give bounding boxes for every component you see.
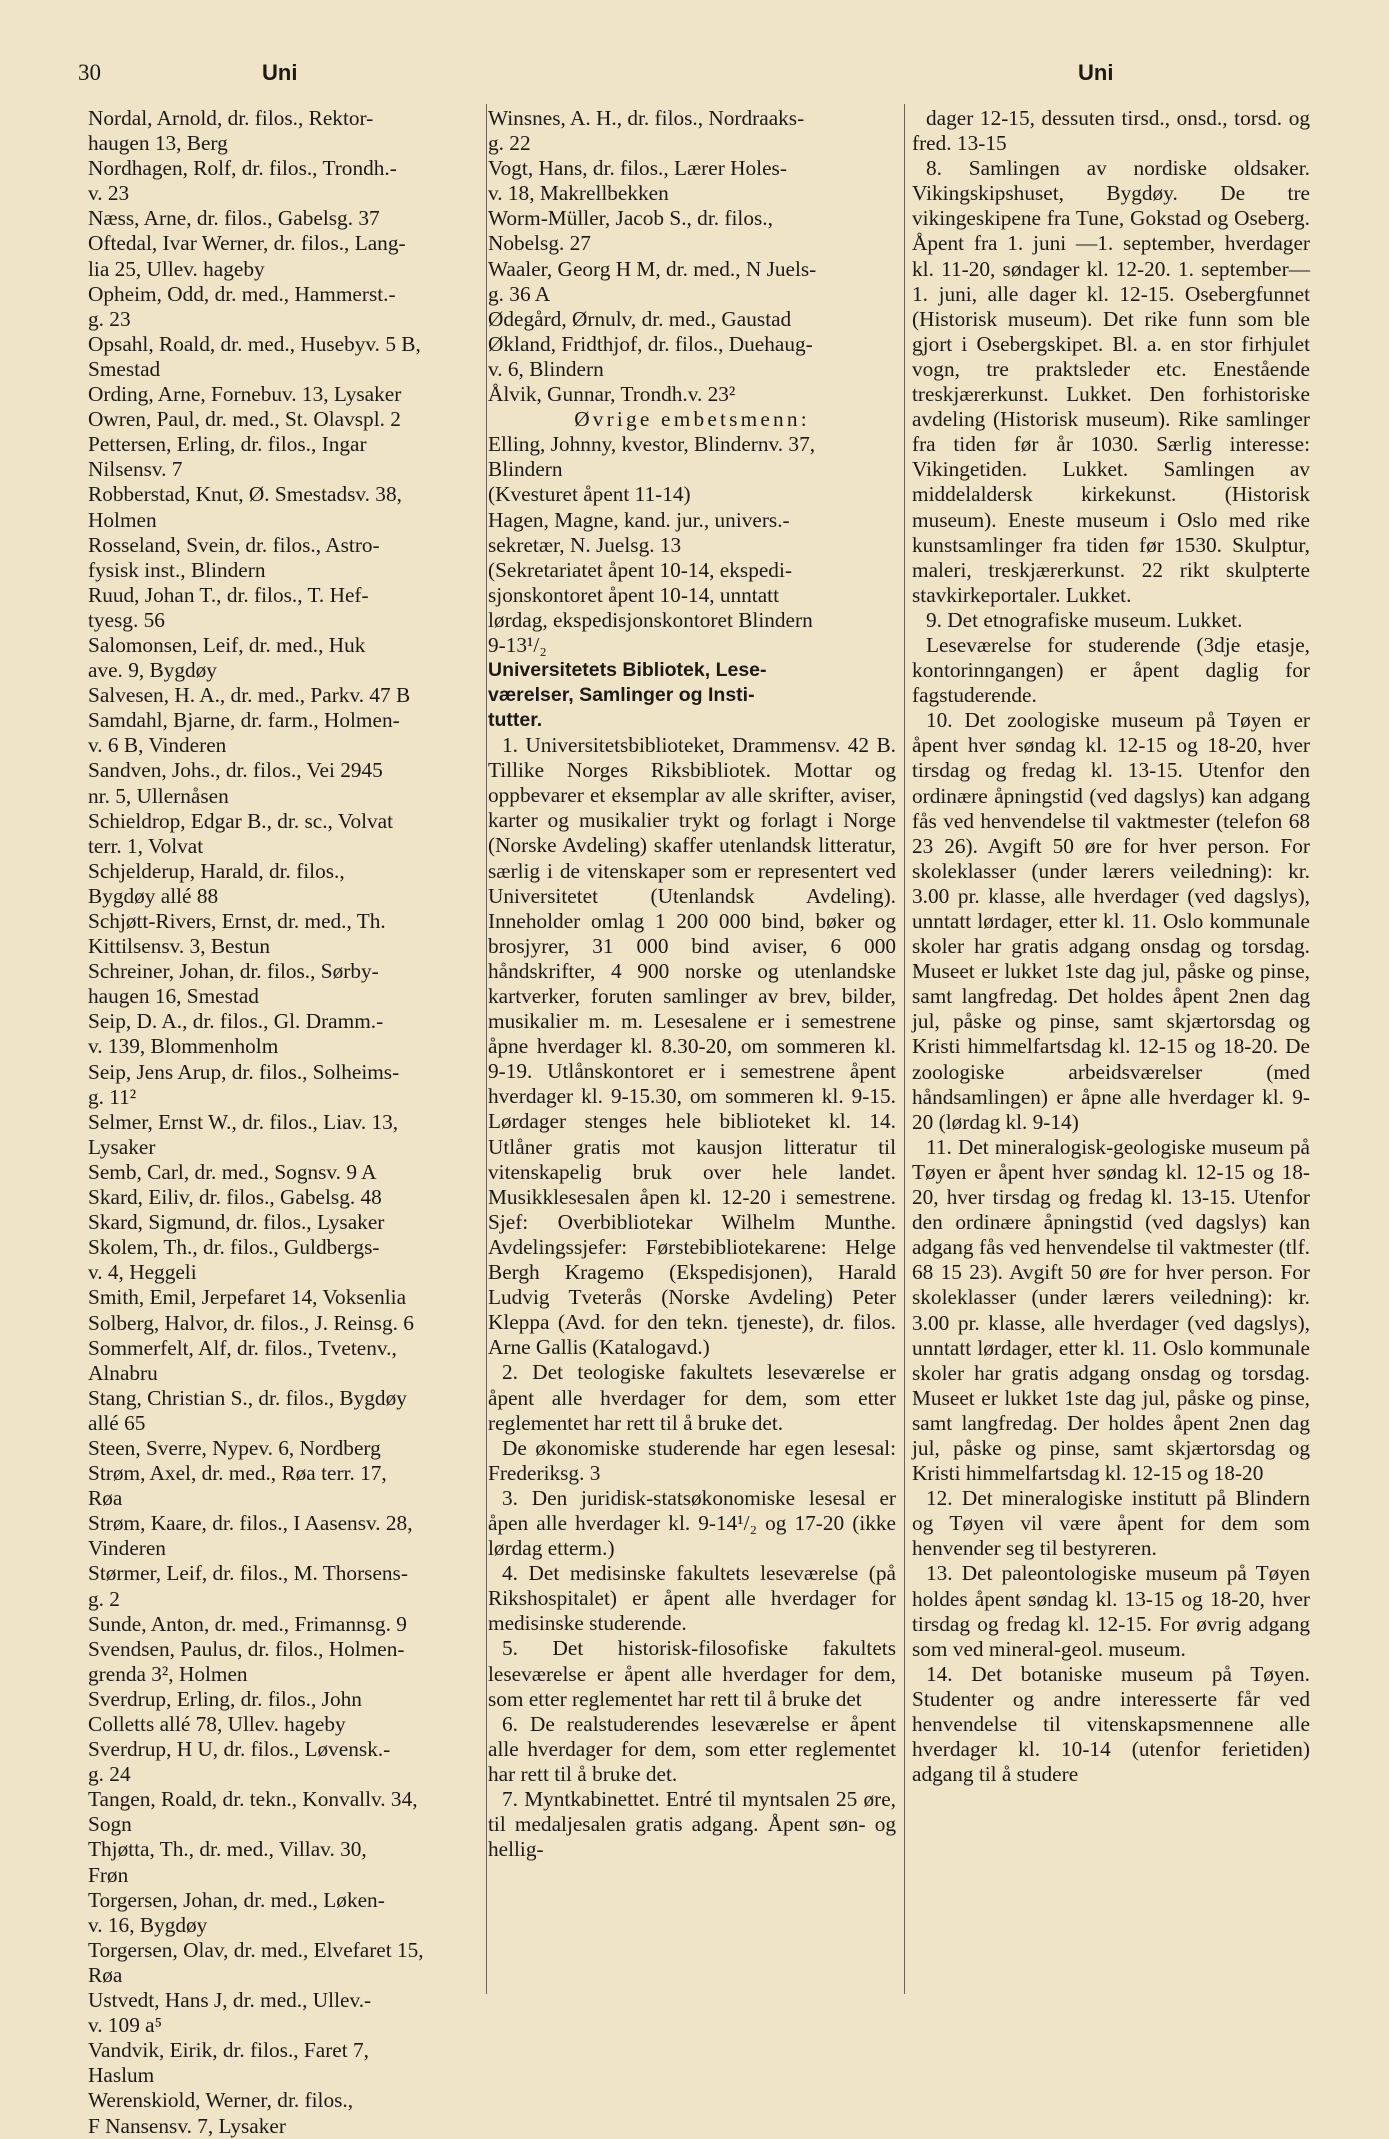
- column-library: [488, 106, 896, 2036]
- directory-entry-line: g. 2: [88, 1586, 120, 1611]
- directory-entry-line: Winsnes, A. H., dr. filos., Nordraaks-: [488, 106, 805, 130]
- directory-entry-line: Nordal, Arnold, dr. filos., Rektor-: [88, 106, 374, 130]
- directory-entry-line: Thjøtta, Th., dr. med., Villav. 30,: [88, 1837, 367, 1862]
- running-header-left: Uni: [262, 60, 298, 85]
- directory-entry-line: Waaler, Georg H M, dr. med., N Juels-: [488, 256, 817, 281]
- institution-paragraph: 9. Det etnografiske museum. Lukket.: [926, 607, 1243, 632]
- directory-entry-line: Sverdrup, Erling, dr. filos., John: [88, 1686, 362, 1711]
- official-entry-line: 9-13¹/₂: [488, 632, 547, 657]
- page-number: 30: [78, 60, 101, 85]
- directory-entry-line: Bygdøy allé 88: [88, 883, 219, 908]
- directory-entry-line: Sverdrup, H U, dr. filos., Løvensk.-: [88, 1737, 391, 1762]
- directory-entry-line: haugen 13, Berg: [88, 131, 228, 156]
- directory-entry-line: Sogn: [88, 1812, 132, 1837]
- directory-entry-line: v. 139, Blommenholm: [88, 1034, 279, 1059]
- institution-paragraph: 3. Den juridisk-statsøkonomiske lesesal er åpen alle hverdager kl. 9-14¹/₂ og 17-20 (ikke lørdag etterm.): [488, 1485, 896, 1561]
- directory-entry-line: Schieldrop, Edgar B., dr. sc., Volvat: [88, 808, 394, 833]
- directory-entry-line: Owren, Paul, dr. med., St. Olavspl. 2: [88, 407, 401, 432]
- directory-entry-line: Salvesen, H. A., dr. med., Parkv. 47 B: [88, 683, 411, 708]
- directory-entry-line: v. 18, Makrellbekken: [488, 181, 669, 206]
- directory-entry-line: Schreiner, Johan, dr. filos., Sørby-: [88, 959, 379, 984]
- directory-entry-line: Skard, Eiliv, dr. filos., Gabelsg. 48: [88, 1185, 382, 1210]
- running-header-right: Uni: [1078, 60, 1114, 85]
- directory-entry-line: haugen 16, Smestad: [88, 984, 259, 1009]
- official-entry-line: sjonskontoret åpent 10-14, unntatt: [488, 582, 780, 607]
- directory-entry-line: v. 23: [88, 181, 130, 206]
- directory-entry-line: Opheim, Odd, dr. med., Hammerst.-: [88, 281, 396, 306]
- directory-entry-line: Skolem, Th., dr. filos., Guldbergs-: [88, 1235, 380, 1260]
- directory-entry-line: Schjelderup, Harald, dr. filos.,: [88, 858, 345, 883]
- official-entry-line: Blindern: [488, 457, 563, 482]
- directory-entry-line: Skard, Sigmund, dr. filos., Lysaker: [88, 1210, 385, 1235]
- directory-entry-line: Opsahl, Roald, dr. med., Husebyv. 5 B,: [88, 331, 421, 356]
- directory-entry-line: Nordhagen, Rolf, dr. filos., Trondh.-: [88, 156, 397, 181]
- directory-entry-line: grenda 3², Holmen: [88, 1661, 248, 1686]
- directory-entry-line: Frøn: [88, 1862, 129, 1887]
- directory-entry-line: g. 24: [88, 1762, 131, 1787]
- directory-entry-line: Nilsensv. 7: [88, 457, 183, 482]
- official-entry-line: sekretær, N. Juelsg. 13: [488, 532, 682, 557]
- library-paragraphs: [488, 733, 896, 1862]
- directory-entry-line: Vinderen: [88, 1536, 166, 1561]
- column-museums: [912, 106, 1310, 2036]
- directory-entry-line: terr. 1, Volvat: [88, 833, 204, 858]
- directory-entry-line: Nobelsg. 27: [488, 231, 591, 256]
- directory-entry-line: Haslum: [88, 2063, 155, 2088]
- other-officials-heading: Øvrige embetsmenn:: [574, 407, 810, 432]
- directory-entry-line: Størmer, Leif, dr. filos., M. Thorsens-: [88, 1561, 408, 1586]
- institution-paragraph: 6. De realstuderendes leseværelse er åpent alle hverdager for dem, som etter reglementet har rett til å bruke det.: [488, 1711, 896, 1786]
- directory-entry-line: Økland, Fridthjof, dr. filos., Duehaug-: [488, 331, 813, 356]
- other-officials: [488, 432, 896, 658]
- column-professors: [88, 106, 483, 2138]
- directory-entry-line: Colletts allé 78, Ullev. hageby: [88, 1712, 346, 1736]
- directory-entry-line: Selmer, Ernst W., dr. filos., Liav. 13,: [88, 1109, 399, 1134]
- section-title-line: tutter.: [488, 709, 543, 732]
- directory-entry-line: v. 4, Heggeli: [88, 1260, 197, 1285]
- directory-entry-line: g. 36 A: [488, 281, 551, 306]
- institution-paragraph: 7. Myntkabinettet. Entré til myntsalen 25 øre, til medaljesalen gratis adgang. Åpent søn- og hellig-: [488, 1787, 896, 1862]
- directory-entry-line: Worm-Müller, Jacob S., dr. filos.,: [488, 206, 773, 231]
- column-rule: [904, 104, 905, 1994]
- directory-entry-line: Oftedal, Ivar Werner, dr. filos., Lang-: [88, 231, 406, 256]
- directory-entry-line: Ruud, Johan T., dr. filos., T. Hef-: [88, 582, 369, 607]
- directory-entry-line: Schjøtt-Rivers, Ernst, dr. med., Th.: [88, 909, 386, 933]
- directory-entry-line: fysisk inst., Blindern: [88, 557, 266, 582]
- directory-entry-line: nr. 5, Ullernåsen: [88, 783, 229, 808]
- directory-entry-line: v. 16, Bygdøy: [88, 1912, 208, 1937]
- directory-entry-line: ave. 9, Bygdøy: [88, 658, 217, 683]
- directory-entry-line: Seip, D. A., dr. filos., Gl. Dramm.-: [88, 1009, 384, 1034]
- official-entry-line: (Sekretariatet åpent 10-14, ekspedi-: [488, 557, 792, 582]
- institution-paragraph: 4. Det medisinske fakultets leseværelse (på Rikshospitalet) er åpent alle hverdager for medisinske studerende.: [488, 1561, 896, 1636]
- official-entry-line: lørdag, ekspedisjonskontoret Blindern: [488, 607, 813, 632]
- directory-entry-line: Lysaker: [88, 1134, 156, 1159]
- directory-entry-line: Næss, Arne, dr. filos., Gabelsg. 37: [88, 206, 380, 231]
- section-title-line: Universitetets Bibliotek, Lese-: [488, 659, 767, 682]
- directory-entry-line: Sunde, Anton, dr. med., Frimannsg. 9: [88, 1611, 407, 1636]
- directory-entry-line: Torgersen, Johan, dr. med., Løken-: [88, 1887, 385, 1912]
- directory-entry-line: Solberg, Halvor, dr. filos., J. Reinsg. 6: [88, 1310, 414, 1335]
- official-entry-line: (Kvesturet åpent 11-14): [488, 482, 691, 507]
- directory-entry-line: Smith, Emil, Jerpefaret 14, Voksenlia: [88, 1285, 407, 1310]
- directory-entry-line: Tangen, Roald, dr. tekn., Konvallv. 34,: [88, 1787, 418, 1812]
- directory-entry-line: Pettersen, Erling, dr. filos., Ingar: [88, 432, 367, 457]
- directory-entry-line: Semb, Carl, dr. med., Sognsv. 9 A: [88, 1159, 377, 1184]
- directory-entry-line: Røa: [88, 1962, 123, 1987]
- institution-paragraph: 1. Universitetsbiblioteket, Drammensv. 42 B. Tillike Norges Riksbibliotek. Mottar og oppbevarer et eksemplar av alle skrifter, aviser, karter og musikalier trykt og forlagt i Norge (Norske Avdeling) skaffer utenlandsk litteratur, særlig i de vitenskaper som er representert ved Universitetet (Utenlandsk Avdeling). Inneholder omlag 1 200 000 bind, bøker og brosjyrer, 31 000 bind aviser, 6 000 håndskrifter, 4 900 norske og utenlandske kartverker, foruten samlinger av brev, bilder, musikalier m. m. Lesesalene er i semestrene åpne hverdager kl. 8.30-20, om sommeren kl. 9-19. Utlånskontoret er i semestrene åpent hverdager kl. 9-15.30, om sommeren kl. 9-15. Lørdager stenges hele biblioteket kl. 14. Utlåner gratis mot kausjon litteratur til vitenskapelig bruk over hele landet. Musikklesesalen åpen kl. 12-20 i semestrene. Sjef: Overbibliotekar Wilhelm Munthe. Avdelingssjefer: Førstebibliotekarene: Helge Bergh Kragemo (Ekspedisjonen), Harald Ludvig Tveterås (Norske Avdeling) Peter Kleppa (Avd. for den tekn. tjeneste), dr. filos. Arne Gallis (Katalogavd.): [488, 733, 896, 1360]
- directory-entry-line: v. 6, Blindern: [488, 356, 604, 381]
- official-entry-line: Hagen, Magne, kand. jur., univers.-: [488, 507, 790, 532]
- directory-entry-line: Seip, Jens Arup, dr. filos., Solheims-: [88, 1059, 400, 1084]
- directory-entry-line: Salomonsen, Leif, dr. med., Huk: [88, 632, 366, 657]
- directory-entry-line: Røa: [88, 1486, 123, 1511]
- directory-entry-line: Sommerfelt, Alf, dr. filos., Tvetenv.,: [88, 1335, 397, 1360]
- institution-paragraph: De økonomiske studerende har egen lesesal: Frederiksg. 3: [488, 1435, 896, 1485]
- directory-entry-line: tyesg. 56: [88, 607, 165, 632]
- directory-entry-line: Samdahl, Bjarne, dr. farm., Holmen-: [88, 708, 400, 733]
- institution-paragraph: 5. Det historisk-filosofiske fakultets leseværelse er åpent alle hverdager for dem, som etter reglementet har rett til å bruke det: [488, 1636, 896, 1711]
- directory-entry-line: Strøm, Kaare, dr. filos., I Aasensv. 28,: [88, 1511, 413, 1536]
- directory-entry-line: Steen, Sverre, Nypev. 6, Nordberg: [88, 1435, 381, 1460]
- directory-entry-line: Vandvik, Eirik, dr. filos., Faret 7,: [88, 2038, 369, 2063]
- directory-entry-line: Kittilsensv. 3, Bestun: [88, 934, 271, 959]
- directory-entry-line: Robberstad, Knut, Ø. Smestadsv. 38,: [88, 482, 402, 507]
- directory-entry-line: Alnabru: [88, 1360, 158, 1385]
- directory-entry-line: g. 23: [88, 306, 131, 331]
- institution-paragraph: 8. Samlingen av nordiske oldsaker. Vikingskipshuset, Bygdøy. De tre vikingeskipene fra Tune, Gokstad og Oseberg. Åpent fra 1. juni —1. september, hverdager kl. 11-20, søndager kl. 12-20. 1. september—1. juni, alle dager kl. 12-15. Osebergfunnet (Historisk museum). Det rike funn som ble gjort i Osebergskipet. Bl. a. en stor firhjulet vogn, tre praktsleder etc. Enestående treskjærerkunst. Lukket. Den forhistoriske avdeling (Historisk museum). Rike samlinger fra tiden før år 1030. Særlig interesse: Vikingetiden. Lukket. Samlingen av middelaldersk kirkekunst. (Historisk museum). Eneste museum i Oslo med rike kunstsamlinger fra tiden før 1530. Skulptur, maleri, treskjærerkunst. 22 rikt skulpterte stavkirkeportaler. Lukket.: [912, 156, 1310, 607]
- directory-entry-line: Strøm, Axel, dr. med., Røa terr. 17,: [88, 1461, 387, 1486]
- directory-entry-line: Rosseland, Svein, dr. filos., Astro-: [88, 532, 380, 557]
- directory-entry-line: Ording, Arne, Fornebuv. 13, Lysaker: [88, 382, 402, 407]
- institution-paragraph: 2. Det teologiske fakultets leseværelse er åpent alle hverdager for dem, som etter reglementet har rett til å bruke det.: [488, 1360, 896, 1435]
- column-rule: [486, 104, 487, 1994]
- directory-entry-line: Torgersen, Olav, dr. med., Elvefaret 15,: [88, 1937, 424, 1962]
- directory-entry-line: Werenskiold, Werner, dr. filos.,: [88, 2088, 354, 2113]
- directory-entry-line: v. 109 a⁵: [88, 2013, 163, 2038]
- professor-entries: [488, 106, 896, 407]
- directory-entry-line: Ålvik, Gunnar, Trondh.v. 23²: [488, 382, 736, 407]
- institution-paragraph: 10. Det zoologiske museum på Tøyen er åpent hver søndag kl. 12-15 og 18-20, hver tirsdag og fredag kl. 13-15. Utenfor den ordinære åpningstid (ved dagslys) kan adgang fås ved henvendelse til vaktmester (telefon 68 23 26). Avgift 50 øre for hver person. For skoleklasser (under lærers veiledning): kr. 3.00 pr. klasse, alle hverdager (ved dagslys), unntatt lørdager, etter kl. 11. Oslo kommunale skoler har gratis adgang onsdag og torsdag. Museet er lukket 1ste dag jul, påske og pinse, samt langfredag. Det holdes åpent 2nen dag jul, påske og pinse, samt skjærtorsdag og Kristi himmelfartsdag kl. 12-15 og 18-20. De zoologiske arbeidsværelser (med håndsamlingen) er åpne alle hverdager kl. 9-20 (lørdag kl. 9-14): [912, 708, 1310, 1134]
- institution-paragraph: dager 12-15, dessuten tirsd., onsd., torsd. og fred. 13-15: [912, 106, 1310, 156]
- directory-entry-line: Ustvedt, Hans J, dr. med., Ullev.-: [88, 1988, 372, 2013]
- section-title-line: værelser, Samlinger og Insti-: [488, 684, 755, 707]
- directory-entry-line: Stang, Christian S., dr. filos., Bygdøy: [88, 1385, 407, 1410]
- directory-entry-line: Smestad: [88, 356, 161, 381]
- official-entry-line: Elling, Johnny, kvestor, Blindernv. 37,: [488, 432, 816, 457]
- institution-paragraph: Leseværelse for studerende (3dje etasje, kontorinngangen) er åpent daglig for fagstuderende.: [912, 632, 1310, 708]
- directory-entry-line: g. 22: [488, 131, 531, 156]
- institution-paragraph: 13. Det paleontologiske museum på Tøyen holdes åpent søndag kl. 13-15 og 18-20, hver tirsdag og fredag kl. 12-15. For øvrig adgang som ved mineral-geol. museum.: [912, 1561, 1310, 1661]
- directory-entry-line: Ødegård, Ørnulv, dr. med., Gaustad: [488, 306, 792, 331]
- directory-entry-line: Holmen: [88, 507, 157, 532]
- directory-entry-line: g. 11²: [88, 1084, 137, 1109]
- directory-entry-line: Vogt, Hans, dr. filos., Lærer Holes-: [488, 156, 787, 181]
- institution-paragraph: 12. Det mineralogiske institutt på Blindern og Tøyen vil være åpent for dem som henvender seg til bestyreren.: [912, 1486, 1310, 1561]
- directory-entry-line: Svendsen, Paulus, dr. filos., Holmen-: [88, 1636, 405, 1661]
- section-title: [488, 658, 896, 733]
- directory-entry-line: lia 25, Ullev. hageby: [88, 256, 265, 281]
- directory-entry-line: v. 6 B, Vinderen: [88, 733, 227, 758]
- institution-paragraph: 14. Det botaniske museum på Tøyen. Studenter og andre interesserte får ved henvendelse til vitenskapsmennene alle hverdager kl. 10-14 (utenfor ferietiden) adgang til å studere: [912, 1661, 1310, 1787]
- directory-entry-line: F Nansensv. 7, Lysaker: [88, 2113, 286, 2138]
- institution-paragraph: 11. Det mineralogisk-geologiske museum på Tøyen er åpent hver søndag kl. 12-15 og 18-20, hver tirsdag og fredag kl. 13-15. Utenfor den ordinære åpningstid (ved dagslys) kan adgang fås ved henvendelse til vaktmester (tlf. 68 15 23). Avgift 50 øre for hver person. For skoleklasser (under lærers veiledning): kr. 3.00 pr. klasse, alle hverdager (ved dagslys), unntatt lørdager, etter kl. 11. Oslo kommunale skoler har gratis adgang onsdag og torsdag. Museet er lukket 1ste dag jul, påske og pinse, samt langfredag. Der holdes åpent 2nen dag jul, påske og pinse, samt skjærtorsdag og Kristi himmelfartsdag kl. 12-15 og 18-20: [912, 1134, 1310, 1486]
- directory-entry-line: allé 65: [88, 1410, 146, 1435]
- directory-entry-line: Sandven, Johs., dr. filos., Vei 2945: [88, 758, 383, 783]
